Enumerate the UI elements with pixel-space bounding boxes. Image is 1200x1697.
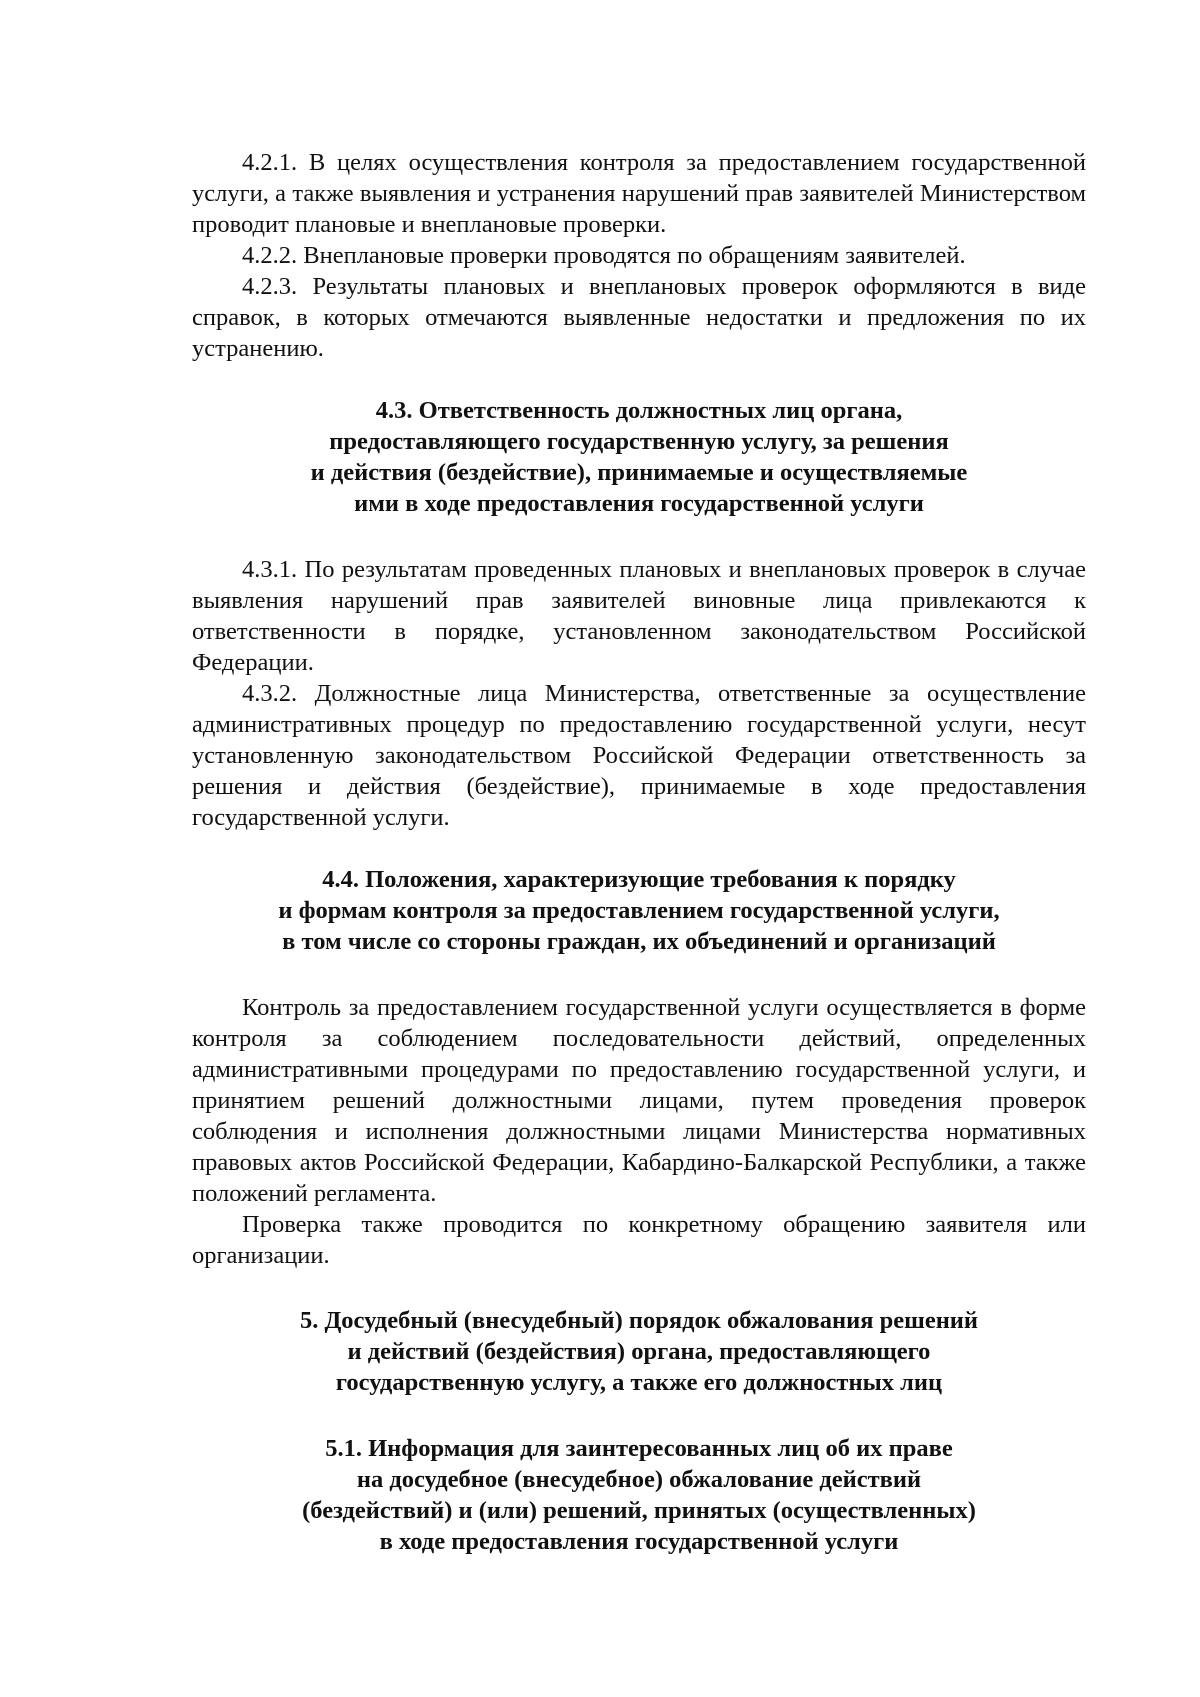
heading-4-4-line-3: в том числе со стороны граждан, их объединений и организаций <box>282 928 996 955</box>
heading-5-1 <box>192 1433 1086 1557</box>
section-4-4 <box>192 992 1086 1271</box>
heading-4-3-line-2: предоставляющего государственную услугу, за решения <box>329 428 949 455</box>
heading-5-1-line-3: (бездействий) и (или) решений, принятых (осуществленных) <box>302 1497 976 1524</box>
paragraph-4-4-1: Контроль за предоставлением государственной услуги осуществляется в форме контроля за соблюдением последовательности действий, определенных административными процедурами по предоставлению государственной услуги, и принятием решений должностными лицами, путем проведения проверок соблюдения и исполнения должностными лицами Министерства нормативных правовых актов Российской Федерации, Кабардино-Балкарской Республики, а также положений регламента. <box>192 994 1086 1207</box>
heading-5-line-3: государственную услугу, а также его должностных лиц <box>335 1369 943 1396</box>
heading-4-4 <box>192 864 1086 957</box>
heading-4-4-line-1: 4.4. Положения, характеризующие требования к порядку <box>322 866 956 893</box>
heading-5-1-line-2: на досудебное (внесудебное) обжалование действий <box>356 1466 922 1493</box>
section-4-3 <box>192 554 1086 833</box>
heading-5 <box>192 1305 1086 1398</box>
heading-4-3 <box>192 395 1086 519</box>
paragraph-4-2-2: 4.2.2. Внеплановые проверки проводятся по обращениям заявителей. <box>242 242 966 269</box>
paragraph-4-3-1: 4.3.1. По результатам проведенных плановых и внеплановых проверок в случае выявления нарушений прав заявителей виновные лица привлекаются к ответственности в порядке, установленном законодательством Российской Федерации. <box>192 556 1086 676</box>
paragraph-4-4-2: Проверка также проводится по конкретному обращению заявителя или организации. <box>192 1211 1086 1269</box>
paragraph-4-2-1: 4.2.1. В целях осуществления контроля за предоставлением государственной услуги, а также выявления и устранения нарушений прав заявителей Министерством проводит плановые и внеплановые проверки. <box>192 149 1086 238</box>
heading-5-line-1: 5. Досудебный (внесудебный) порядок обжалования решений <box>299 1307 979 1334</box>
heading-4-4-line-2: и формам контроля за предоставлением государственной услуги, <box>278 897 1000 924</box>
heading-5-1-line-1: 5.1. Информация для заинтересованных лиц об их праве <box>325 1435 953 1462</box>
section-4-2 <box>192 147 1086 364</box>
heading-5-1-line-4: в ходе предоставления государственной услуги <box>379 1528 899 1555</box>
heading-4-3-line-4: ими в ходе предоставления государственной услуги <box>354 490 924 517</box>
paragraph-4-3-2: 4.3.2. Должностные лица Министерства, ответственные за осуществление административных процедур по предоставлению государственной услуги, несут установленную законодательством Российской Федерации ответственность за решения и действия (бездействие), принимаемые в ходе предоставления государственной услуги. <box>192 680 1086 831</box>
document-body <box>192 147 1086 1557</box>
heading-4-3-line-1: 4.3. Ответственность должностных лиц органа, <box>375 397 903 424</box>
heading-5-line-2: и действий (бездействия) органа, предоставляющего <box>347 1338 931 1365</box>
paragraph-4-2-3: 4.2.3. Результаты плановых и внеплановых проверок оформляются в виде справок, в которых отмечаются выявленные недостатки и предложения по их устранению. <box>192 273 1086 362</box>
heading-4-3-line-3: и действия (бездействие), принимаемые и осуществляемые <box>310 459 968 486</box>
